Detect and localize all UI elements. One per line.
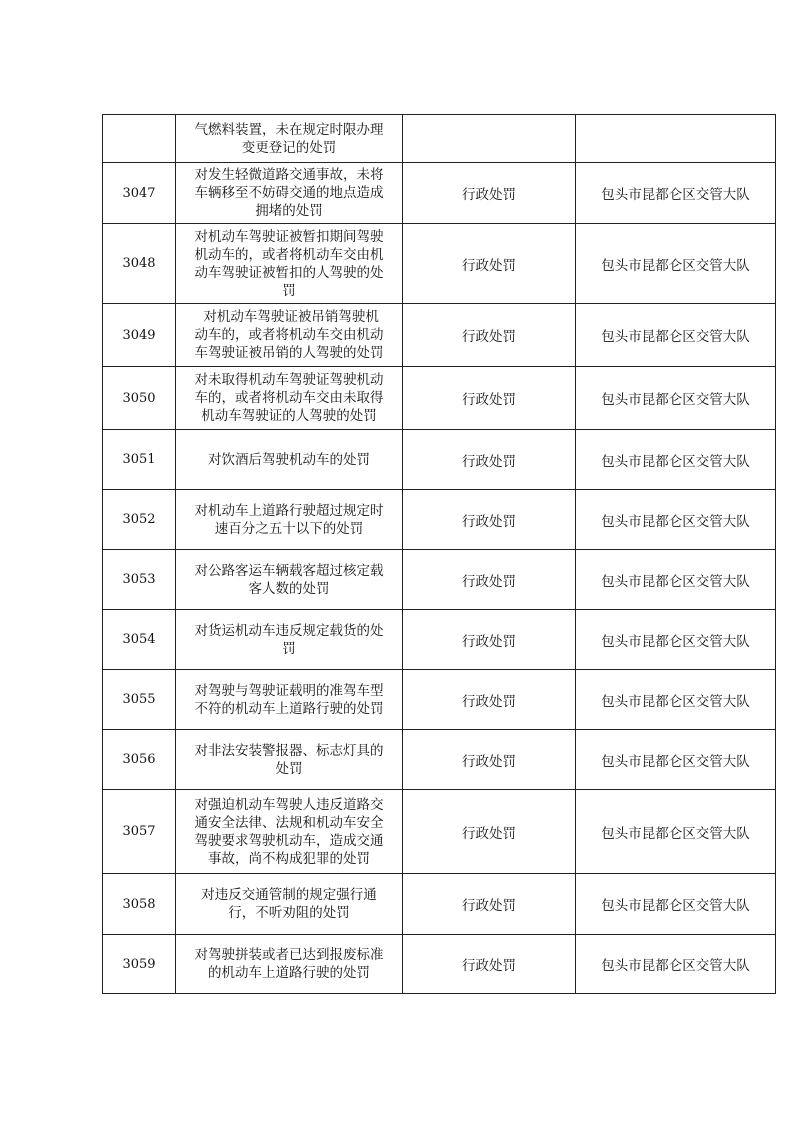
row-number: 3048 <box>103 224 176 304</box>
penalty-item-line: 罚 <box>282 282 296 299</box>
table-row <box>103 163 776 224</box>
row-number: 3058 <box>103 874 176 935</box>
penalty-item-line: 罚 <box>282 640 296 657</box>
department: 包头市昆都仑区交管大队 <box>576 550 776 610</box>
penalty-item <box>176 935 403 994</box>
penalty-item-line: 行，不听劝阻的处罚 <box>228 905 350 921</box>
row-number: 3050 <box>103 367 176 430</box>
penalty-item <box>176 490 403 550</box>
table-row <box>103 670 776 730</box>
penalty-item-line: 客人数的处罚 <box>248 580 330 597</box>
penalty-item <box>176 163 403 224</box>
penalty-item-line: 对发生轻微道路交通事故，未将 <box>194 167 384 183</box>
penalty-item-line: 对机动车上道路行驶超过规定时 <box>194 502 384 519</box>
row-number: 3051 <box>103 430 176 490</box>
table-row <box>103 490 776 550</box>
department <box>576 115 776 163</box>
penalty-type: 行政处罚 <box>403 935 576 994</box>
penalty-item-line: 动车驾驶证被暂扣的人驾驶的处 <box>194 264 384 281</box>
table-row <box>103 304 776 367</box>
table-row <box>103 610 776 670</box>
row-number: 3059 <box>103 935 176 994</box>
penalty-type: 行政处罚 <box>403 367 576 430</box>
table-body <box>103 115 776 994</box>
row-number: 3057 <box>103 790 176 874</box>
penalty-type: 行政处罚 <box>403 730 576 790</box>
table-row <box>103 430 776 490</box>
penalty-table <box>102 114 776 994</box>
department: 包头市昆都仑区交管大队 <box>576 367 776 430</box>
penalty-item <box>176 367 403 430</box>
penalty-type <box>403 115 576 163</box>
penalty-item-line: 的机动车上道路行驶的处罚 <box>208 965 370 981</box>
penalty-item-line: 不符的机动车上道路行驶的处罚 <box>194 700 384 717</box>
penalty-item-line: 车驾驶证被吊销的人驾驶的处罚 <box>194 345 384 361</box>
penalty-item-line: 对机动车驾驶证被吊销驾驶机 <box>199 309 379 325</box>
penalty-item <box>176 550 403 610</box>
table-row <box>103 790 776 874</box>
penalty-type: 行政处罚 <box>403 490 576 550</box>
row-number: 3055 <box>103 670 176 730</box>
penalty-item <box>176 730 403 790</box>
penalty-item-line: 拥堵的处罚 <box>255 203 323 219</box>
penalty-type: 行政处罚 <box>403 304 576 367</box>
row-number: 3047 <box>103 163 176 224</box>
penalty-item-line: 对未取得机动车驾驶证驾驶机动 <box>194 372 384 388</box>
penalty-item-line: 处罚 <box>275 760 303 777</box>
department: 包头市昆都仑区交管大队 <box>576 163 776 224</box>
penalty-item-line: 驾驶要求驾驶机动车，造成交通 <box>194 832 384 849</box>
row-number: 3049 <box>103 304 176 367</box>
penalty-item-line: 气燃料装置，未在规定时限办理 <box>194 121 384 138</box>
table-row <box>103 935 776 994</box>
penalty-type: 行政处罚 <box>403 550 576 610</box>
penalty-item <box>176 304 403 367</box>
penalty-item-line: 动车的，或者将机动车交由机动 <box>194 327 384 343</box>
penalty-item-line: 车辆移至不妨碍交通的地点造成 <box>194 185 384 201</box>
penalty-item <box>176 790 403 874</box>
penalty-item <box>176 670 403 730</box>
penalty-item-line: 对违反交通管制的规定强行通 <box>201 887 377 903</box>
table-row <box>103 550 776 610</box>
penalty-type: 行政处罚 <box>403 610 576 670</box>
department: 包头市昆都仑区交管大队 <box>576 730 776 790</box>
penalty-item-line: 速百分之五十以下的处罚 <box>214 520 364 537</box>
penalty-type: 行政处罚 <box>403 163 576 224</box>
penalty-type: 行政处罚 <box>403 790 576 874</box>
penalty-item-line: 通安全法律、法规和机动车安全 <box>194 814 384 831</box>
penalty-type: 行政处罚 <box>403 430 576 490</box>
table-row <box>103 224 776 304</box>
department: 包头市昆都仑区交管大队 <box>576 304 776 367</box>
penalty-item-line: 对强迫机动车驾驶人违反道路交 <box>194 796 384 813</box>
table-row <box>103 115 776 163</box>
penalty-item-line: 对机动车驾驶证被暂扣期间驾驶 <box>194 228 384 245</box>
penalty-item-line: 对非法安装警报器、标志灯具的 <box>194 742 384 759</box>
department: 包头市昆都仑区交管大队 <box>576 224 776 304</box>
penalty-item-line: 对货运机动车违反规定载货的处 <box>194 622 384 639</box>
penalty-item <box>176 610 403 670</box>
row-number <box>103 115 176 163</box>
penalty-item-line: 对驾驶与驾驶证载明的准驾车型 <box>194 682 384 699</box>
penalty-item-line: 对驾驶拼装或者已达到报废标准 <box>194 947 384 963</box>
department: 包头市昆都仑区交管大队 <box>576 430 776 490</box>
row-number: 3052 <box>103 490 176 550</box>
penalty-item <box>176 115 403 163</box>
department: 包头市昆都仑区交管大队 <box>576 610 776 670</box>
department: 包头市昆都仑区交管大队 <box>576 670 776 730</box>
penalty-item-line: 事故，尚不构成犯罪的处罚 <box>208 850 370 867</box>
penalty-type: 行政处罚 <box>403 874 576 935</box>
penalty-item-line: 变更登记的处罚 <box>241 139 337 156</box>
penalty-item <box>176 224 403 304</box>
department: 包头市昆都仑区交管大队 <box>576 874 776 935</box>
penalty-item-line: 对公路客运车辆载客超过核定载 <box>194 562 384 579</box>
penalty-item-line: 对饮酒后驾驶机动车的处罚 <box>208 451 370 468</box>
table-row <box>103 730 776 790</box>
row-number: 3054 <box>103 610 176 670</box>
penalty-item <box>176 874 403 935</box>
penalty-item-line: 车的，或者将机动车交由未取得 <box>194 390 384 406</box>
table-row <box>103 874 776 935</box>
department: 包头市昆都仑区交管大队 <box>576 490 776 550</box>
penalty-item-line: 机动车驾驶证的人驾驶的处罚 <box>201 408 377 424</box>
department: 包头市昆都仑区交管大队 <box>576 935 776 994</box>
department: 包头市昆都仑区交管大队 <box>576 790 776 874</box>
penalty-type: 行政处罚 <box>403 224 576 304</box>
row-number: 3056 <box>103 730 176 790</box>
row-number: 3053 <box>103 550 176 610</box>
penalty-type: 行政处罚 <box>403 670 576 730</box>
penalty-item-line: 机动车的，或者将机动车交由机 <box>194 246 384 263</box>
penalty-item <box>176 430 403 490</box>
table-row <box>103 367 776 430</box>
